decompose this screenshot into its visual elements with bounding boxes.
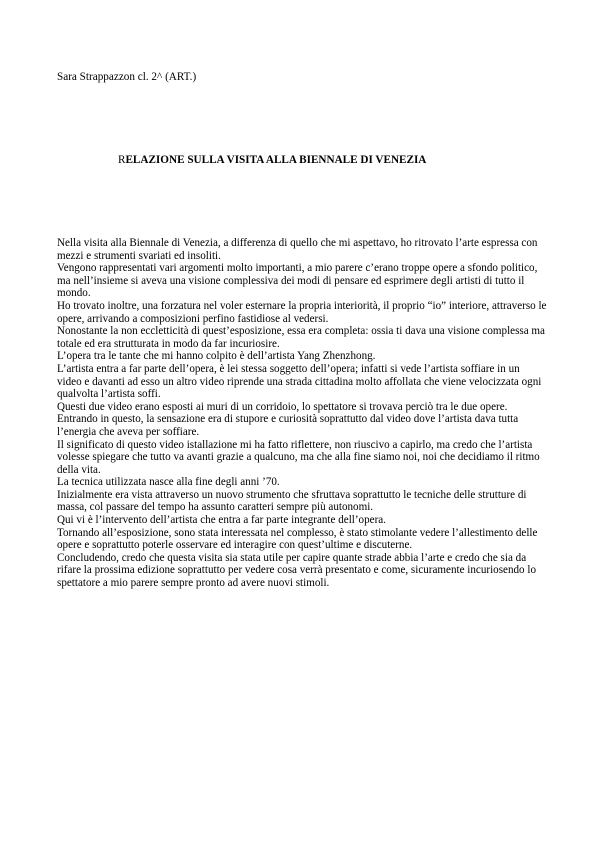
- paragraph: L’artista entra a far parte dell’opera, è lei stessa soggetto dell’opera; infatti si vede l’artista soffiare in un video e davanti ad esso un altro video riprende una strada cittadina molto affollata che viene velocizzata ogni qualvolta l’artista soffi.: [57, 362, 542, 401]
- paragraph: Nella visita alla Biennale di Venezia, a differenza di quello che mi aspettavo, ho ritrovato l’arte espressa con mezzi e strumenti svariati ed insoliti.: [57, 237, 538, 262]
- title-first-letter: R: [118, 154, 126, 166]
- paragraph: Concludendo, credo che questa visita sia stata utile per capire quante strade abbia l’arte e credo che sia da rifare la prossima edizione soprattutto per vedere cosa verrà presentato e come, sicuramente incuriosendo lo spettatore a mio parere sempre pronto ad avere nuovi stimoli.: [57, 551, 536, 590]
- paragraph: Qui vi è l’intervento dell’artista che entra a far parte integrante dell’opera.: [57, 514, 386, 527]
- title-rest: ELAZIONE SULLA VISITA ALLA BIENNALE DI VENEZIA: [125, 154, 427, 166]
- paragraph: L’opera tra le tante che mi hanno colpito è dell’artista Yang Zhenzhong.: [57, 350, 376, 363]
- report-body: [57, 237, 547, 590]
- paragraph: Questi due video erano esposti ai muri di un corridoio, lo spettatore si trovava perciò tra le due opere.: [57, 400, 508, 413]
- paragraph: Vengono rappresentati vari argomenti molto importanti, a mio parere c’erano troppe opere a sfondo politico, ma nell’insieme si aveva una visione complessiva dei modi di pensare ed esprimere degli artisti di tutto il mondo.: [57, 262, 538, 300]
- paragraph: Nonostante la non eccletticità di quest’esposizione, essa era completa: ossia ti dava una visione complessa ma totale ed era strutturata in modo da far incuriosire.: [57, 325, 545, 350]
- paragraph: La tecnica utilizzata nasce alla fine degli anni ’70.: [57, 476, 280, 489]
- paragraph: Inizialmente era vista attraverso un nuovo strumento che sfruttava soprattutto le tecniche delle strutture di massa, col passare del tempo ha assunto caratteri sempre più autonomi.: [57, 488, 527, 514]
- paragraph: Tornando all’esposizione, sono stata interessata nel complesso, è stato stimolante vedere l’allestimento delle opere e soprattutto poterle osservare ed interagire con quest’ultime e discuterne.: [57, 526, 538, 552]
- paragraph: Entrando in questo, la sensazione era di stupore e curiosità soprattutto dal video dove l’artista dava tutta l’energia che aveva per soffiare.: [57, 413, 519, 438]
- author-line: Sara Strappazzon cl. 2^ (ART.): [57, 71, 197, 83]
- paragraph: Il significato di questo video istallazione mi ha fatto riflettere, non riuscivo a capirlo, ma credo che l’artista volesse spiegare che tutto va avanti grazie a qualcuno, ma che alla fine siamo noi, noi che decidiamo il ritmo della vita.: [57, 438, 540, 476]
- page-title: [118, 153, 426, 167]
- paragraph: Ho trovato inoltre, una forzatura nel voler esternare la propria interiorità, il proprio “io” interiore, attraverso le opere, arrivando a composizioni perfino fastidiose al vedersi.: [57, 299, 547, 325]
